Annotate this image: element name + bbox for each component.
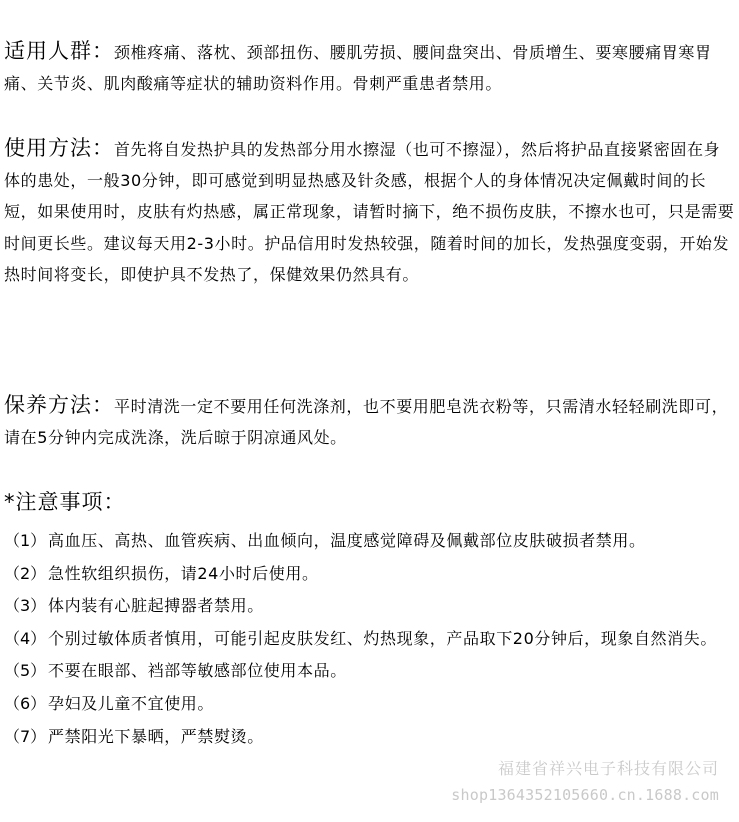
note-text: 个别过敏体质者慎用，可能引起皮肤发红、灼热现象，产品取下20分钟后，现象自然消失。 (48, 628, 717, 648)
care-heading: 保养方法： (4, 393, 114, 417)
note-item (4, 721, 735, 754)
note-number: （2） (4, 563, 47, 583)
note-item (4, 590, 735, 623)
watermark-url: shop1364352105660.cn.1688.com (451, 786, 719, 804)
notes-list (4, 525, 735, 753)
note-text: 体内装有心脏起搏器者禁用。 (48, 596, 264, 616)
note-item (4, 525, 735, 558)
note-number: （7） (4, 726, 47, 746)
usage-section (4, 36, 735, 99)
method-heading: 使用方法： (4, 136, 114, 160)
usage-text: 颈椎疼痛、落枕、颈部扭伤、腰肌劳损、腰间盘突出、骨质增生、要寒腰痛胃寒胃痛、关节炎、肌肉酸痛等症状的辅助资料作用。骨刺严重患者禁用。 (4, 43, 712, 93)
note-text: 不要在眼部、裆部等敏感部位使用本品。 (48, 661, 347, 681)
notes-heading: *注意事项： (4, 490, 126, 514)
usage-heading: 适用人群： (4, 39, 114, 63)
note-item (4, 558, 735, 591)
method-text: 首先将自发热护具的发热部分用水擦湿（也可不擦湿），然后将护品直接紧密固在身体的患处，一般30分钟，即可感觉到明显热感及针灸感，根据个人的身体情况决定佩戴时间的长短，如果使用时，皮肤有灼热感，属正常现象，请暂时摘下，绝不损伤皮肤，不擦水也可，只是需要时间更长些。建议每天用2-3小时。护品信用时发热较强，随着时间的加长，发热强度变弱，开始发热时间将变长，即使护具不发热了，保健效果仍然具有。 (4, 140, 735, 284)
note-number: （6） (4, 693, 47, 713)
note-number: （3） (4, 596, 47, 616)
note-text: 急性软组织损伤，请24小时后使用。 (48, 563, 319, 583)
note-number: （1） (4, 531, 47, 550)
note-number: （5） (4, 661, 47, 681)
note-number: （4） (4, 628, 47, 648)
watermark-company: 福建省祥兴电子科技有限公司 (497, 759, 719, 778)
care-text: 平时清洗一定不要用任何洗涤剂，也不要用肥皂洗衣粉等，只需清水轻轻刷洗即可，请在5分钟内完成洗涤，洗后晾于阴凉通风处。 (4, 397, 729, 447)
method-section (4, 133, 735, 290)
note-item (4, 623, 735, 656)
note-item (4, 688, 735, 721)
note-text: 孕妇及儿童不宜使用。 (48, 693, 215, 713)
care-section (4, 390, 735, 453)
note-text: 严禁阳光下暴晒，严禁熨烫。 (48, 726, 264, 746)
note-text: 高血压、高热、血管疾病、出血倾向，温度感觉障碍及佩戴部位皮肤破损者禁用。 (48, 531, 646, 550)
note-item (4, 655, 735, 688)
